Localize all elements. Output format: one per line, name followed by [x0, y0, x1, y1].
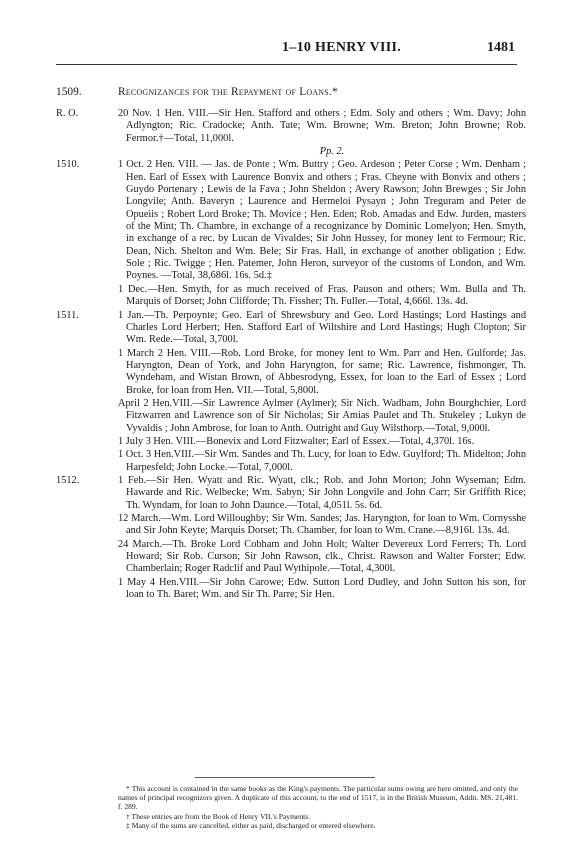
header-rule	[56, 64, 517, 65]
entry-text: 1 Oct. 3 Hen.VIII.—Sir Wm. Sandes and Th. Lucy, for loan to Edw. Guylford; Th. Midelton; John Harpesfeld; John Locke.—Total, 7,000l.	[118, 449, 526, 473]
entry	[56, 348, 526, 397]
entry	[56, 108, 526, 145]
entry	[56, 539, 526, 576]
entry	[56, 398, 526, 435]
entry	[56, 577, 526, 602]
page-header	[0, 40, 567, 64]
footnotes	[118, 784, 518, 830]
entry	[56, 310, 526, 347]
entry-text: 1 May 4 Hen.VIII.—Sir John Carowe; Edw. Sutton Lord Dudley, and John Sutton his son, for loan to Th. Baret; Wm. and Sir Th. Parre; Sir Hen.	[118, 576, 526, 601]
footnote: ‡ Many of the sums are cancelled, either as paid, discharged or entered elsewhere.	[126, 820, 376, 830]
entry-text: 1 Dec.—Hen. Smyth, for as much received of Fras. Pauson and others; Wm. Bulla and Th. Marquis of Dorset; John Clifforde; Th. Fissher; Th. Fuller.—Total, 4,666l. 13s. 4d.	[118, 283, 526, 308]
entry-margin-date: 1511.	[56, 309, 79, 321]
entry	[56, 146, 526, 158]
footnote: † These entries are from the Book of Henry VII.'s Payments.	[126, 811, 311, 821]
entry-text: 20 Nov. 1 Hen. VIII.—Sir Hen. Stafford and others ; Edm. Soly and others ; Wm. Davy; John Adlyngton; Ric. Cradocke; Anth. Tate; Wm. Browne; Wm. Breton; John Browne; Rob. Fermor.†—Total, 11,000l.	[118, 108, 526, 144]
title-year: 1509.	[56, 86, 82, 98]
entry-margin-date: R. O.	[56, 108, 79, 119]
footnote: * This account is contained in the same books as the King's payments. The particular sums owing are here omitted, and only the names of principal recognizors given. A duplicate of this account, to the end of 1517, is in the British Museum, Addit. MS. 21,481. f. 289.	[118, 784, 518, 812]
page-number: 1481	[487, 40, 515, 55]
section-title: Recognizances for the Repayment of Loans.*	[118, 86, 338, 98]
entry-text: 1 July 3 Hen. VIII.—Bonevix and Lord Fitzwalter; Earl of Essex.—Total, 4,370l. 16s.	[118, 435, 475, 447]
entry-text: April 2 Hen.VIII.—Sir Lawrence Aylmer (Aylmer); Sir Nich. Wadham, John Bourghchier, Lord Fitzwarren and Lawrence son of Sir Nicholas; Sir Amias Paulet and Th. Stukeley ; Lukyn de Vyvaldis ; John Ambrose, for loan to Anth. Outright and Guy Wilsthorp.—Total, 9,000l.	[118, 397, 526, 434]
entry	[56, 436, 526, 448]
entry-text: 1 March 2 Hen. VIII.—Rob. Lord Broke, for money lent to Wm. Parr and Hen. Gulforde; Jas. Haryngton, Dean of York, and John Haryngton, for same; Ric. Lawrence, fishmonger, Th. Wyndeham, and Wistan Brown, of Abbesrodyng, Essex, for loan to the Earl of Essex ; Lord Broke, for loan from Hen. VII.—Total, 5,800l.	[118, 347, 526, 396]
entries-body	[56, 108, 526, 602]
entry-text: 24 March.—Th. Broke Lord Cobham and John Holt; Walter Devereux Lord Ferrers; Th. Lord Howard; Sir Rob. Curson; Sir John Rawson, clk., Christ. Rawson and Walter Forster; Edw. Chamberlain; Roger Radclif and Paul Wythipole.—Total, 4,300l.	[118, 538, 526, 575]
entry	[56, 449, 526, 474]
entry-text: 1 Jan.—Th. Perpoynte; Geo. Earl of Shrewsbury and Geo. Lord Hastings; Lord Hastings and Charles Lord Herbert; Hen. Stafford Earl of Wiltshire and Lord Hastings; Hugh Clopton; Sir Wm. Rede.—Total, 3,700l.	[118, 309, 526, 346]
footnote-rule	[195, 777, 375, 778]
entry	[56, 159, 526, 282]
entry-text: 12 March.—Wm. Lord Willoughby; Sir Wm. Sandes; Jas. Haryngton, for loan to Wm. Cornysshe and Sir John Keyte; Marquis Dorset; Th. Chamber, for loan to Wm. Crane.—8,916l. 13s. 4d.	[118, 513, 526, 537]
entry-note: Pp. 2.	[319, 146, 345, 158]
entry-text: 1 Feb.—Sir Hen. Wyatt and Ric. Wyatt, clk.; Rob. and John Morton; John Wyseman; Edm. Hawarde and Ric. Welbecke; Wm. Sabyn; Sir John Longvile and John Carr; Sir Griffith Rice; Th. Wyndam, for loan to John Daunce.—Total, 4,051l. 5s. 6d.	[118, 474, 526, 511]
entry-margin-date: 1510.	[56, 159, 80, 171]
entry	[56, 284, 526, 309]
running-head: 1–10 HENRY VIII.	[282, 40, 402, 55]
entry-margin-date: 1512.	[56, 474, 80, 486]
entry	[56, 475, 526, 512]
entry-text: 1 Oct. 2 Hen. VIII. — Jas. de Ponte ; Wm. Buttry ; Geo. Ardeson ; Peter Corse ; Wm. Denham ; Hen. Earl of Essex with Laurence Bonvix and others ; Fras. Cheyne with Bonvix and others ; Guydo Portenary ; Lewis de la Fava ; John Sheldon ; Avery Rawson; John Brewges ; Sir John Longvile; Anth. Baveryn ; Laurence and Hermeloi Pysayn ; John Treguram and Peter de Opueiis ; Robert Lord Broke; Th. Movice ; Hen. Eden; Rob. Amadas and Edw. Jurden, masters of the Mint; Th. Chambre, in exchange of a recognizance by Dominic Lomelyon; Hen. Smyth, in exchange of a rec. by Lucan de Vivaldes; Sir John Hussey, for money lent to Fermour; Ric. Dean, Nich. Shelton and Wm. Bele; Sir Fras. Hall, in exchange of another obligation ; Edw. Sole ; Ric. Twigge ; Hen. Patemer, John Heron, surveyor of the customs of London, and Wm. Poynes. —Total, 38,686l. 16s. 5d.‡	[118, 159, 526, 282]
entry	[56, 513, 526, 538]
